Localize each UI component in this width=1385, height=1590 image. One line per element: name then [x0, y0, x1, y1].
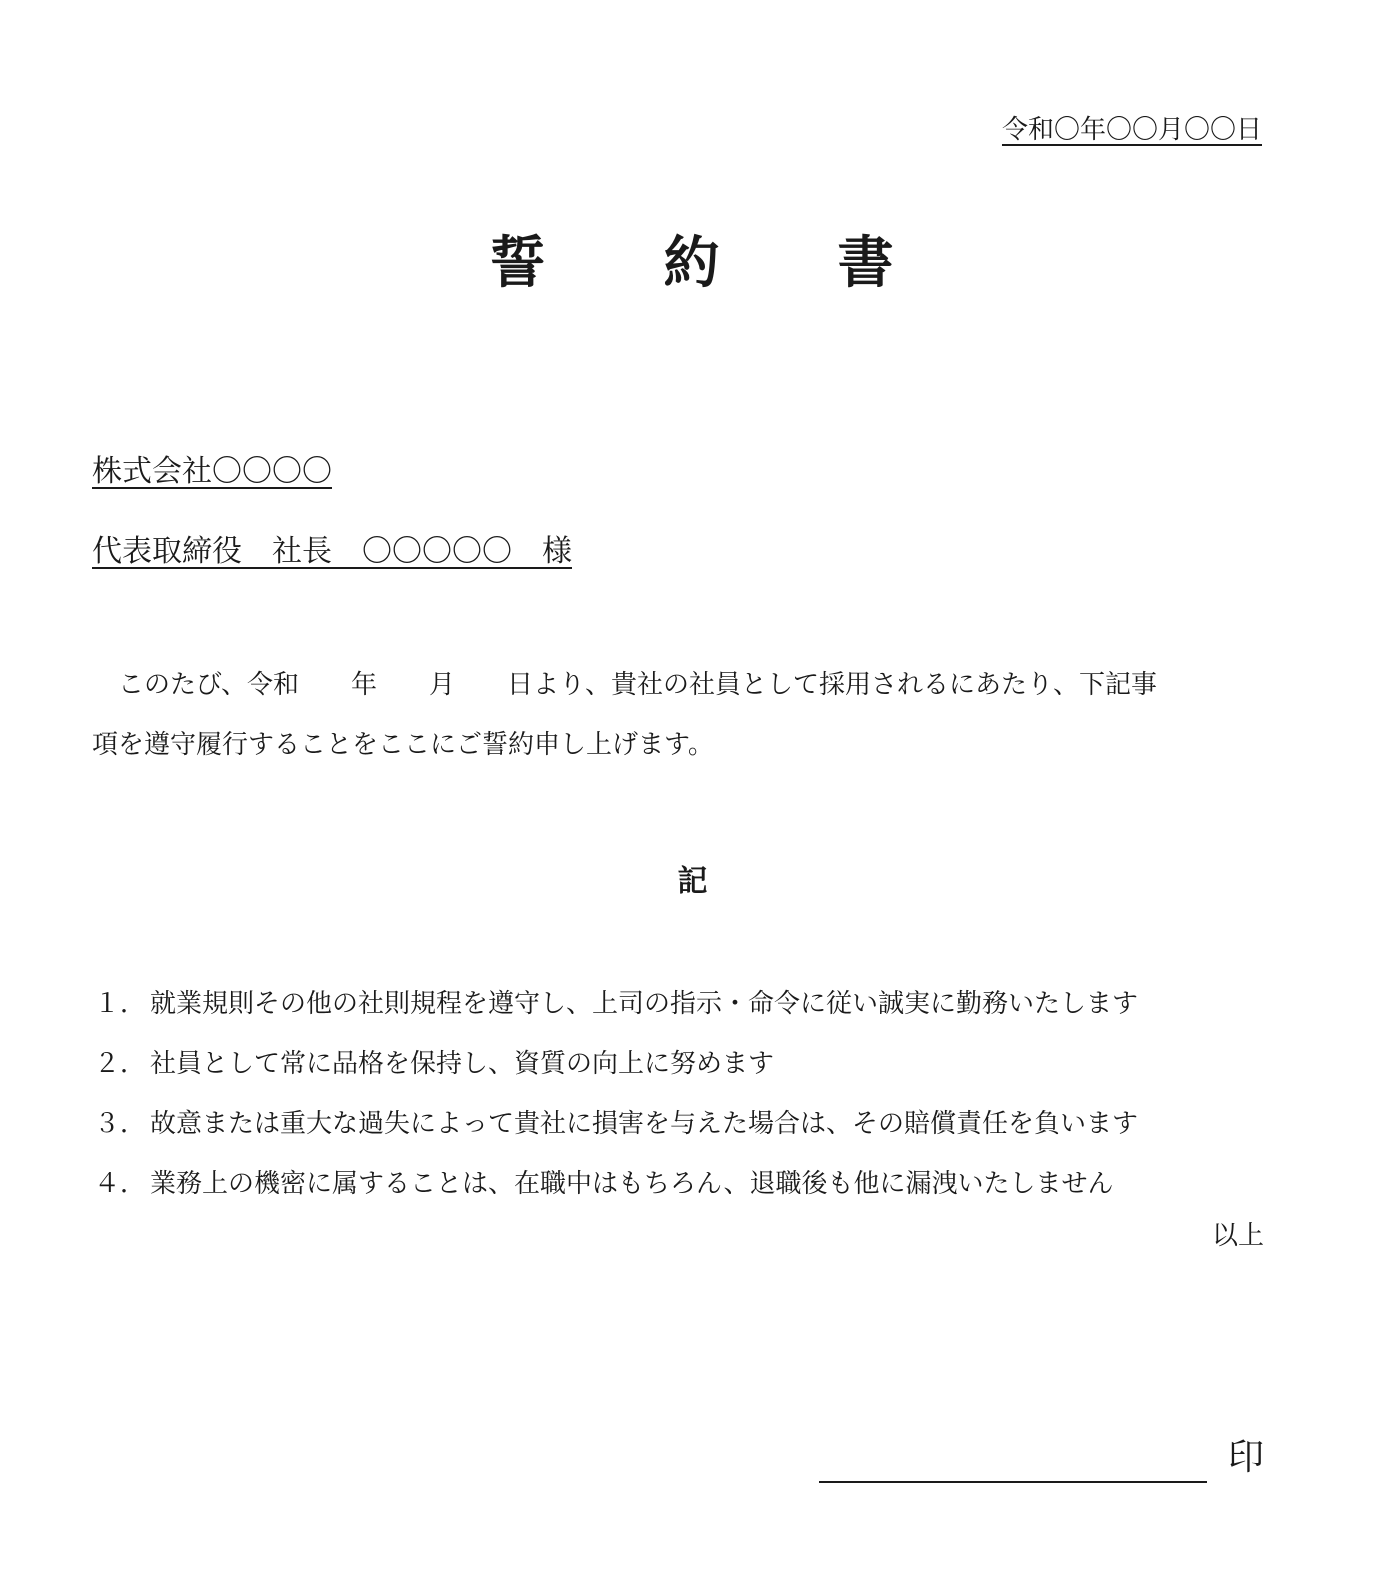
item-text: 業務上の機密に属することは、在職中はもちろん、退職後も他に漏洩いたしません [150, 1169, 1114, 1199]
pledge-items-list [94, 974, 1138, 1214]
closing-remark: 以上 [1211, 1221, 1264, 1251]
document-title: 誓 約 書 [489, 230, 896, 296]
addressee-company: 株式会社〇〇〇〇 [92, 454, 332, 489]
pledge-body [92, 655, 1292, 775]
item-number: １． [94, 989, 147, 1019]
item-number: ２． [94, 1049, 147, 1079]
pledge-body-line-1: このたび、令和 年 月 日より、貴社の社員として採用されるにあたり、下記事 [92, 670, 1157, 700]
signature-line [819, 1481, 1207, 1483]
list-item [94, 974, 1138, 1034]
item-number: ３． [94, 1109, 147, 1139]
list-item [94, 1094, 1138, 1154]
seal-mark: 印 [1227, 1437, 1264, 1478]
list-item [94, 1034, 1138, 1094]
document-date: 令和〇年〇〇月〇〇日 [1001, 115, 1262, 145]
list-item [94, 1154, 1138, 1214]
item-text: 社員として常に品格を保持し、資質の向上に努めます [150, 1049, 775, 1079]
addressee-president: 代表取締役 社長 〇〇〇〇〇 様 [92, 534, 572, 569]
ki-heading: 記 [677, 864, 708, 899]
item-text: 故意または重大な過失によって貴社に損害を与えた場合は、その賠償責任を負います [150, 1109, 1139, 1139]
pledge-body-line-2: 項を遵守履行することをここにご誓約申し上げます。 [92, 730, 714, 760]
item-text: 就業規則その他の社則規程を遵守し、上司の指示・命令に従い誠実に勤務いたします [150, 989, 1139, 1019]
item-number: ４． [94, 1169, 147, 1199]
